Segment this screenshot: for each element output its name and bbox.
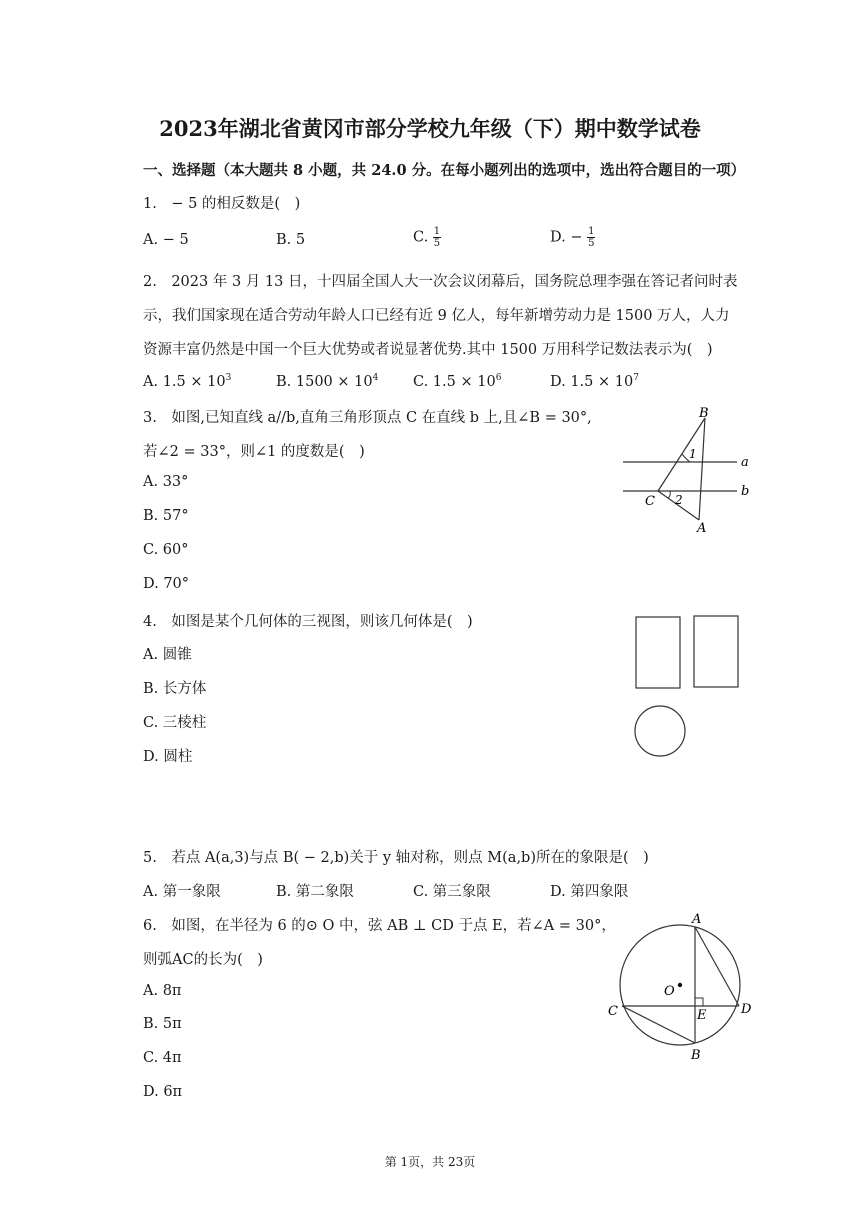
page-footer: 第 1页，共 23页 [384,1155,476,1169]
label-b-line: b [741,484,750,499]
q2-option-b: B. $1500 \times 10^4$ [276,373,379,390]
right-angle-mark [695,998,703,1006]
q5-option-a: A. 第一象限 [143,884,221,900]
q2-option-c: C. $1.5 \times 10^6$ [413,373,502,390]
q6-line-2: 则弧AC的长为( ) [143,952,263,968]
q4-option-c: C. 三棱柱 [143,715,207,731]
q6-option-c: C. 4π [143,1050,182,1066]
segment-cb [622,1006,695,1043]
q2-line-2: 示，我们国家现在适合劳动年龄人口已经有近 9 亿人，每年新增劳动力是 1500 万人，人力 [143,308,730,324]
q2-line-3: 资源丰富仍然是中国一个巨大优势或者说显著优势.其中 1500 万用科学记数法表示为( ) [143,342,713,358]
q5-option-b: B. 第二象限 [276,884,354,900]
q1-option-d: D. − $\frac{1}{5}$ [550,226,595,249]
q1-option-c: C. $\frac{1}{5}$ [413,226,441,249]
label-angle-1: 1 [689,447,697,461]
q3-line-1: 3. 如图,已知直线 a//b,直角三角形顶点 C 在直线 b 上,且∠B = 30°, [143,410,592,426]
q6-line-1: 6. 如图，在半径为 6 的⊙ O 中，弦 AB ⊥ CD 于点 E，若∠A = 30°， [143,918,616,934]
q4-option-a: A. 圆锥 [143,647,192,663]
q6-option-d: D. 6π [143,1084,183,1100]
segment-bc [658,418,705,491]
q4-figure [630,610,750,760]
label-b: B [699,406,709,421]
q2-option-d: D. $1.5 \times 10^7$ [550,373,639,390]
label-d: D [741,1002,752,1017]
label-c: C [645,494,655,509]
q4-stem: 4. 如图是某个几何体的三视图，则该几何体是( ) [143,614,473,630]
label-angle-2: 2 [675,493,683,507]
center-dot [678,983,682,987]
angle-2-arc [668,491,670,498]
q5-option-d: D. 第四象限 [550,884,629,900]
label-a: A [692,912,702,927]
q1-stem: 1. − 5 的相反数是( ) [143,196,301,212]
q5-option-c: C. 第三象限 [413,884,491,900]
label-a-line: a [741,455,749,470]
q3-option-c: C. 60° [143,542,189,558]
q2-option-a: A. $1.5 \times 10^3$ [143,373,232,390]
front-view-rect [636,617,680,688]
q5-stem: 5. 若点 A(a,3)与点 B( − 2,b)关于 y 轴对称，则点 M(a,b)所在的象限是( ) [143,850,649,866]
segment-ab [699,418,705,520]
label-a: A [697,521,707,536]
page-title: 2023年湖北省黄冈市部分学校九年级（下）期中数学试卷 [159,116,701,141]
label-o: O [664,984,675,999]
top-view-circle [635,706,685,756]
q3-line-2: 若∠2 = 33°，则∠1 的度数是( ) [143,444,365,460]
section-heading: 一、选择题（本大题共 8 小题，共 24.0 分。在每小题列出的选项中，选出符合题目的一项） [143,162,746,179]
q1-option-b: B. 5 [276,232,306,248]
q3-option-b: B. 57° [143,508,189,524]
q4-option-d: D. 圆柱 [143,749,193,765]
side-view-rect [694,616,738,687]
q6-option-b: B. 5π [143,1016,182,1032]
label-b: B [691,1048,701,1063]
q6-figure [600,905,760,1065]
q6-option-a: A. 8π [143,983,182,999]
label-c: C [608,1004,618,1019]
q3-option-d: D. 70° [143,576,190,592]
q2-line-1: 2. 2023 年 3 月 13 日，十四届全国人大一次会议闭幕后，国务院总理李强在答记者问时表 [143,274,738,290]
label-e: E [697,1008,707,1023]
q1-option-a: A. − 5 [143,232,189,248]
segment-ad [695,927,739,1006]
fraction: $\frac{1}{5}$ [588,226,595,249]
q4-option-b: B. 长方体 [143,681,207,697]
fraction: $\frac{1}{5}$ [433,226,441,249]
q3-figure [615,400,765,540]
q3-option-a: A. 33° [143,474,189,490]
